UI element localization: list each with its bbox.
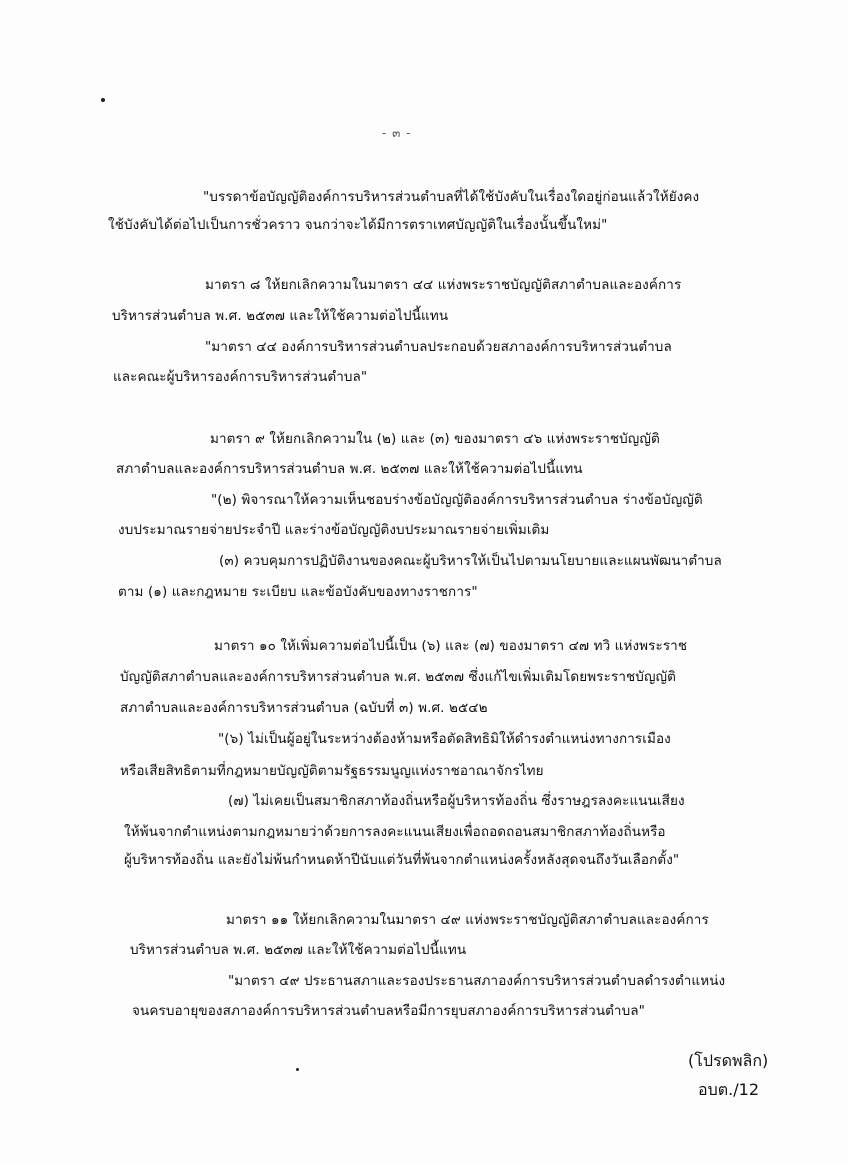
text-line: มาตรา ๙ ให้ยกเลิกความใน (๒) และ (๓) ของมาตรา ๔๖ แห่งพระราชบัญญัติ (210, 431, 660, 447)
next-page-marker: อบต./12 (698, 1080, 759, 1099)
text-line: "(๒) พิจารณาให้ความเห็นชอบร่างข้อบัญญัติองค์การบริหารส่วนตำบล ร่างข้อบัญญัติ (211, 492, 703, 508)
text-line: ให้พ้นจากตำแหน่งตามกฎหมายว่าด้วยการลงคะแนนเสียงเพื่อถอดถอนสมาชิกสภาท้องถิ่นหรือ (124, 824, 666, 840)
text-line: "บรรดาข้อบัญญัติองค์การบริหารส่วนตำบลที่ได้ใช้บังคับในเรื่องใดอยู่ก่อนแล้วให้ยังคง (203, 189, 700, 205)
text-line: และคณะผู้บริหารองค์การบริหารส่วนตำบล" (113, 369, 368, 385)
text-line: มาตรา ๘ ให้ยกเลิกความในมาตรา ๔๔ แห่งพระราชบัญญัติสภาตำบลและองค์การ (205, 277, 682, 293)
text-line: (๗) ไม่เคยเป็นสมาชิกสภาท้องถิ่นหรือผู้บริหารท้องถิ่น ซึ่งราษฎรลงคะแนนเสียง (228, 793, 685, 809)
text-line: มาตรา ๑๐ ให้เพิ่มความต่อไปนี้เป็น (๖) และ (๗) ของมาตรา ๔๗ ทวิ แห่งพระราช (214, 638, 688, 654)
text-line: บริหารส่วนตำบล พ.ศ. ๒๕๓๗ และให้ใช้ความต่อไปนี้แทน (112, 308, 449, 324)
text-line: บัญญัติสภาตำบลและองค์การบริหารส่วนตำบล พ.ศ. ๒๕๓๗ ซึ่งแก้ไขเพิ่มเติมโดยพระราชบัญญัติ (120, 669, 677, 685)
text-line: งบประมาณรายจ่ายประจำปี และร่างข้อบัญญัติงบประมาณรายจ่ายเพิ่มเติม (118, 522, 550, 538)
scan-mark (101, 98, 105, 102)
text-line: ใช้บังคับได้ต่อไปเป็นการชั่วคราว จนกว่าจะได้มีการตราเทศบัญญัติในเรื่องนั้นขึ้นใหม่" (108, 217, 608, 233)
text-line: ผู้บริหารท้องถิ่น และยังไม่พ้นกำหนดห้าปีนับแต่วันที่พ้นจากตำแหน่งครั้งหลังสุดจนถึงวันเลือกตั้ง" (124, 852, 680, 868)
text-line: หรือเสียสิทธิตามที่กฎหมายบัญญัติตามรัฐธรรมนูญแห่งราชอาณาจักรไทย (120, 763, 544, 779)
scan-mark (296, 1068, 299, 1071)
text-line: (๓) ควบคุมการปฏิบัติงานของคณะผู้บริหารให้เป็นไปตามนโยบายและแผนพัฒนาตำบล (219, 553, 722, 569)
text-line: บริหารส่วนตำบล พ.ศ. ๒๕๓๗ และให้ใช้ความต่อไปนี้แทน (130, 942, 467, 958)
text-line: "(๖) ไม่เป็นผู้อยู่ในระหว่างต้องห้ามหรือตัดสิทธิมิให้ดำรงตำแหน่งทางการเมือง (218, 731, 671, 747)
text-line: สภาตำบลและองค์การบริหารส่วนตำบล (ฉบับที่ ๓) พ.ศ. ๒๕๔๒ (120, 700, 488, 716)
text-line: "มาตรา ๔๔ องค์การบริหารส่วนตำบลประกอบด้วยสภาองค์การบริหารส่วนตำบล (205, 339, 672, 355)
page-number: - ๓ - (382, 126, 412, 140)
text-line: ตาม (๑) และกฎหมาย ระเบียบ และข้อบังคับของทางราชการ" (118, 584, 478, 600)
text-line: "มาตรา ๔๙ ประธานสภาและรองประธานสภาองค์การบริหารส่วนตำบลดำรงตำแหน่ง (228, 973, 726, 989)
text-line: มาตรา ๑๑ ให้ยกเลิกความในมาตรา ๔๙ แห่งพระราชบัญญัติสภาตำบลและองค์การ (226, 912, 709, 928)
please-turn-note: (โปรดพลิก) (688, 1051, 769, 1070)
text-line: สภาตำบลและองค์การบริหารส่วนตำบล พ.ศ. ๒๕๓๗ และให้ใช้ความต่อไปนี้แทน (116, 461, 583, 477)
text-line: จนครบอายุของสภาองค์การบริหารส่วนตำบลหรือมีการยุบสภาองค์การบริหารส่วนตำบล" (132, 1003, 645, 1019)
